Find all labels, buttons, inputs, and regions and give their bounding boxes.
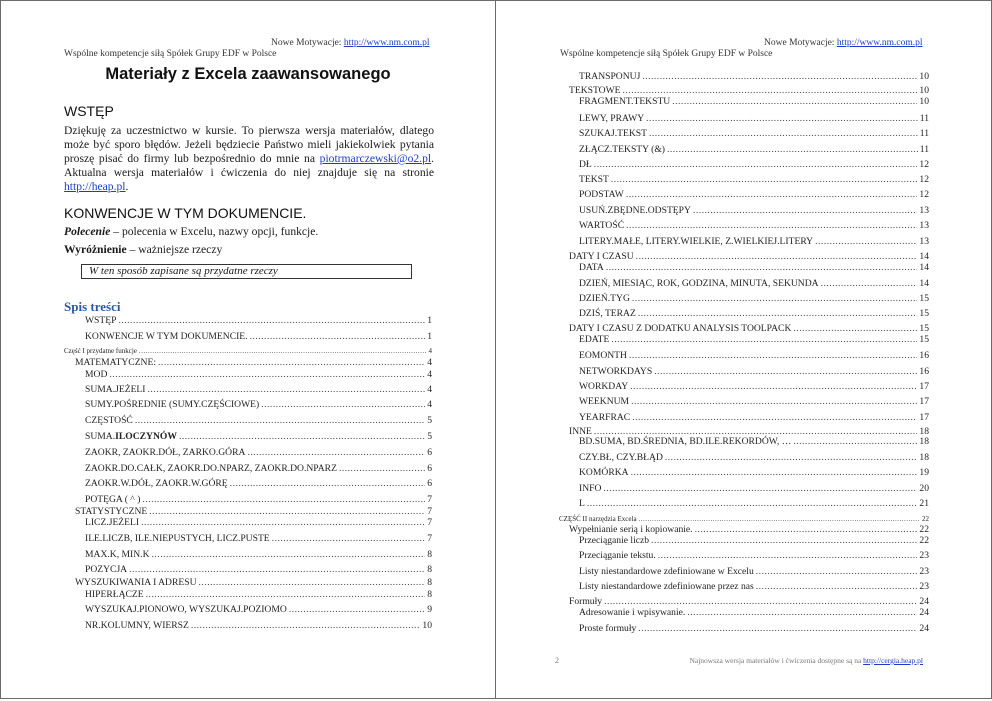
toc-entry-title: STATYSTYCZNE (75, 506, 148, 517)
toc-entry-title: L (579, 498, 585, 509)
site-link[interactable]: http://heap.pl (64, 180, 126, 193)
toc-page-number: 5 (427, 431, 432, 442)
toc-leader-dots (199, 577, 426, 588)
toc-leader-dots (109, 369, 425, 380)
toc-entry-title: ZAOKR, ZAOKR.DÓŁ, ZARKO.GÓRA (85, 447, 246, 458)
document-page-1 (0, 0, 496, 699)
toc-leader-dots (654, 366, 917, 377)
toc-entry-title: WORKDAY (579, 381, 629, 392)
toc-entry[interactable] (85, 604, 432, 615)
convention-highlight: Wyróżnienie – ważniejsze rzeczy (64, 243, 223, 256)
toc-page-number: 21 (919, 498, 929, 509)
toc-page-number: 11 (919, 128, 929, 139)
toc-entry-title: WEEKNUM (579, 396, 630, 407)
toc-page-number: 6 (427, 463, 432, 474)
page-footer: Najnowsza wersja materiałów i ćwiczenia dostępne są na http://cergia.heap.pl (689, 656, 923, 665)
toc-entry-title: LITERY.MAŁE, LITERY.WIELKIE, Z.WIELKIEJ.LITERY (579, 236, 814, 247)
toc-page-number: 24 (919, 623, 929, 634)
toc-entry[interactable] (579, 262, 929, 273)
toc-entry[interactable] (579, 205, 929, 216)
toc-entry[interactable] (85, 517, 432, 528)
toc-entry[interactable] (579, 483, 929, 494)
toc-page-number: 23 (919, 581, 929, 592)
toc-entry-title: CZĘSTOŚĆ (85, 415, 133, 426)
toc-leader-dots (821, 278, 918, 289)
toc-leader-dots (642, 71, 917, 82)
toc-page-number: 18 (919, 426, 929, 437)
document-page-2 (495, 0, 992, 699)
toc-page-number: 8 (427, 577, 432, 588)
toc-entry-title: Listy niestandardowe zdefiniowane przez nas (579, 581, 754, 592)
toc-leader-dots (141, 517, 425, 528)
toc-leader-dots (623, 85, 918, 96)
toc-entry-title: DATY I CZASU Z DODATKU ANALYSIS TOOLPACK (569, 323, 792, 334)
toc-entry-title: INNE (569, 426, 592, 437)
intro-paragraph: Dziękuję za uczestnictwo w kursie. To pierwsza wersja materiałów, dlatego może być sporo błędów. Jeżeli będziecie Państwo mieli jakiekolwiek pytania proszę pisać do firmy lub bezpośrednio do mnie na piotrmarczewski@o2.pl. Aktualna wersja materiałów i ćwiczenia do niej znajduje się na stronie http://heap.pl. (64, 124, 434, 193)
toc-entry-title: Formuły (569, 596, 603, 607)
toc-leader-dots (638, 623, 917, 634)
toc-entry[interactable] (85, 494, 432, 505)
toc-entry[interactable] (85, 589, 432, 600)
toc-entry[interactable] (579, 71, 929, 82)
toc-entry-title: NR.KOLUMNY, WIERSZ (85, 620, 189, 631)
toc-entry[interactable] (579, 535, 929, 546)
toc-page-number: 22 (919, 524, 929, 535)
toc-leader-dots (179, 431, 425, 442)
toc-entry[interactable] (579, 174, 929, 185)
toc-entry[interactable] (579, 144, 929, 155)
toc-entry-title: SUMA.JEŻELI (85, 384, 146, 395)
toc-page-number: 7 (427, 517, 432, 528)
toc-entry[interactable] (579, 566, 929, 577)
toc-leader-dots (651, 535, 917, 546)
page-header-motto: Nowe Motywacje: http://www.nm.com.pl (764, 38, 923, 48)
toc-page-number: 4 (427, 357, 432, 368)
toc-page-number: 10 (919, 71, 929, 82)
toc-page-number: 11 (919, 113, 929, 124)
toc-leader-dots (695, 524, 918, 535)
toc-entry[interactable] (64, 347, 432, 355)
toc-leader-dots (815, 236, 917, 247)
toc-page-number: 24 (919, 607, 929, 618)
toc-leader-dots (129, 564, 425, 575)
toc-entry[interactable] (579, 128, 929, 139)
toc-entry-title: SUMA.ILOCZYNÓW (85, 431, 177, 442)
toc-entry[interactable] (85, 369, 432, 380)
toc-leader-dots (118, 315, 425, 326)
toc-page-number: 12 (919, 189, 929, 200)
toc-entry-title: KONWENCJE W TYM DOKUMENCIE. (85, 331, 248, 342)
toc-page-number: 13 (919, 236, 929, 247)
toc-entry-title: LICZ.JEŻELI (85, 517, 140, 528)
toc-leader-dots (587, 498, 918, 509)
toc-leader-dots (339, 463, 425, 474)
toc-entry[interactable] (579, 607, 929, 618)
toc-leader-dots (756, 566, 918, 577)
toc-entry[interactable] (579, 350, 929, 361)
toc-leader-dots (639, 515, 920, 523)
toc-leader-dots (148, 384, 426, 395)
toc-entry[interactable] (579, 113, 929, 124)
page-header-left: Wspólne kompetencje siłą Spółek Grupy EDF w Polsce (64, 49, 277, 59)
toc-page-number: 4 (427, 369, 432, 380)
toc-leader-dots (646, 113, 918, 124)
toc-entry-title: MAX.K, MIN.K (85, 549, 150, 560)
toc-page-number: 23 (919, 566, 929, 577)
toc-page-number: 18 (919, 452, 929, 463)
toc-page-number: 16 (919, 350, 929, 361)
toc-entry[interactable] (75, 577, 432, 588)
toc-page-number: 14 (919, 251, 929, 262)
toc-leader-dots (289, 604, 425, 615)
toc-entry-title: WSTĘP (85, 315, 117, 326)
toc-leader-dots (230, 478, 426, 489)
toc-entry-title: SZUKAJ.TEKST (579, 128, 647, 139)
toc-entry[interactable] (569, 524, 929, 535)
toc-entry-title: POZYCJA (85, 564, 128, 575)
toc-entry[interactable] (579, 412, 929, 423)
toc-entry-title: FRAGMENT.TEKSTU (579, 96, 671, 107)
toc-leader-dots (793, 323, 917, 334)
toc-leader-dots (667, 144, 918, 155)
page-number: 2 (555, 656, 559, 665)
toc-page-number: 15 (919, 293, 929, 304)
toc-leader-dots (149, 506, 425, 517)
toc-entry-title: LEWY, PRAWY (579, 113, 645, 124)
toc-entry-title: Część I przydatne funkcje (64, 347, 137, 355)
toc-leader-dots (250, 331, 426, 342)
toc-page-number: 11 (919, 144, 929, 155)
toc-entry[interactable] (85, 620, 432, 631)
toc-leader-dots (603, 483, 917, 494)
toc-page-number: 17 (919, 412, 929, 423)
toc-entry-title: MOD (85, 369, 108, 380)
toc-page-number: 4 (427, 384, 432, 395)
toc-page-number: 8 (427, 564, 432, 575)
toc-entry-title: TEKSTOWE (569, 85, 621, 96)
toc-page-number: 7 (427, 506, 432, 517)
toc-entry-title: TRANSPONUJ (579, 71, 641, 82)
toc-leader-dots (636, 251, 918, 262)
toc-page-number: 14 (919, 278, 929, 289)
toc-entry-title: HIPERŁĄCZE (85, 589, 144, 600)
toc-entry-title: NETWORKDAYS (579, 366, 653, 377)
toc-leader-dots (632, 293, 918, 304)
section-heading-intro: WSTĘP (64, 103, 114, 119)
toc-leader-dots (631, 396, 917, 407)
toc-entry[interactable] (85, 315, 432, 326)
toc-entry-title: Proste formuły (579, 623, 637, 634)
toc-page-number: 6 (427, 447, 432, 458)
toc-entry[interactable] (579, 550, 929, 561)
toc-entry[interactable] (579, 467, 929, 478)
toc-entry-title: DATA (579, 262, 604, 273)
toc-entry[interactable] (75, 357, 432, 368)
toc-page-number: 7 (427, 494, 432, 505)
toc-entry-title: DŁ (579, 159, 592, 170)
toc-entry[interactable] (85, 447, 432, 458)
toc-page-number: 1 (427, 331, 432, 342)
toc-leader-dots (604, 596, 917, 607)
toc-leader-dots (672, 96, 917, 107)
toc-entry-title: SUMY.POŚREDNIE (SUMY.CZĘŚCIOWE) (85, 399, 260, 410)
toc-entry-title: ZŁĄCZ.TEKSTY (&) (579, 144, 665, 155)
toc-entry-title: Przeciąganie liczb (579, 535, 650, 546)
toc-leader-dots (756, 581, 918, 592)
toc-entry[interactable] (579, 293, 929, 304)
toc-page-number: 17 (919, 381, 929, 392)
toc-leader-dots (272, 533, 426, 544)
toc-entry[interactable] (579, 308, 929, 319)
toc-leader-dots (631, 467, 918, 478)
toc-entry-title: YEARFRAC (579, 412, 631, 423)
toc-entry[interactable] (579, 189, 929, 200)
toc-leader-dots (158, 357, 425, 368)
toc-leader-dots (611, 334, 917, 345)
toc-leader-dots (139, 347, 427, 355)
toc-page-number: 16 (919, 366, 929, 377)
toc-entry[interactable] (569, 596, 929, 607)
toc-entry[interactable] (579, 381, 929, 392)
page-header-motto: Nowe Motywacje: http://www.nm.com.pl (271, 38, 430, 48)
toc-entry-title: EDATE (579, 334, 610, 345)
toc-page-number: 15 (919, 334, 929, 345)
toc-leader-dots (152, 549, 426, 560)
toc-entry-title: CZĘŚĆ II narzędzia Excela (559, 515, 637, 523)
toc-entry[interactable] (85, 384, 432, 395)
toc-entry-title: Listy niestandardowe zdefiniowane w Excelu (579, 566, 754, 577)
toc-entry[interactable] (85, 331, 432, 342)
toc-page-number: 23 (919, 550, 929, 561)
toc-page-number: 13 (919, 220, 929, 231)
toc-entry[interactable] (579, 452, 929, 463)
toc-page-number: 10 (919, 85, 929, 96)
toc-leader-dots (146, 589, 426, 600)
toc-entry-title: DATY I CZASU (569, 251, 634, 262)
footer-link[interactable]: http://cergia.heap.pl (863, 656, 923, 665)
toc-page-number: 9 (427, 604, 432, 615)
toc-entry-title: ZAOKR.W.DÓŁ, ZAOKR.W.GÓRĘ (85, 478, 228, 489)
toc-entry[interactable] (579, 236, 929, 247)
toc-page-number: 8 (427, 549, 432, 560)
section-heading-conventions: KONWENCJE W TYM DOKUMENCIE. (64, 205, 307, 221)
toc-leader-dots (142, 494, 425, 505)
toc-entry[interactable] (569, 251, 929, 262)
toc-leader-dots (191, 620, 421, 631)
toc-page-number: 19 (919, 467, 929, 478)
toc-entry[interactable] (85, 564, 432, 575)
toc-entry[interactable] (85, 478, 432, 489)
toc-leader-dots (632, 412, 917, 423)
toc-page-number: 20 (919, 483, 929, 494)
toc-entry[interactable] (85, 399, 432, 410)
toc-entry[interactable] (579, 159, 929, 170)
toc-leader-dots (626, 189, 918, 200)
toc-entry[interactable] (579, 436, 929, 447)
toc-entry-title: ILE.LICZB, ILE.NIEPUSTYCH, LICZ.PUSTE (85, 533, 270, 544)
toc-page-number: 6 (427, 478, 432, 489)
toc-page-number: 1 (427, 315, 432, 326)
toc-entry[interactable] (579, 96, 929, 107)
toc-page-number: 17 (919, 396, 929, 407)
toc-page-number: 5 (427, 415, 432, 426)
toc-page-number: 22 (922, 515, 929, 523)
toc-entry[interactable] (85, 431, 432, 442)
document-title: Materiały z Excela zaawansowanego (105, 65, 391, 83)
toc-page-number: 8 (427, 589, 432, 600)
toc-entry-title: DZIŚ, TERAZ (579, 308, 636, 319)
toc-leader-dots (649, 128, 918, 139)
toc-page-number: 13 (919, 205, 929, 216)
toc-leader-dots (665, 452, 918, 463)
toc-entry-title: EOMONTH (579, 350, 627, 361)
toc-entry[interactable] (579, 623, 929, 634)
toc-entry[interactable] (579, 581, 929, 592)
toc-leader-dots (793, 436, 917, 447)
toc-entry-title: Przeciąganie tekstu. (579, 550, 656, 561)
toc-entry[interactable] (85, 415, 432, 426)
toc-entry-title: Adresowanie i wpisywanie. (579, 607, 686, 618)
toc-page-number: 22 (919, 535, 929, 546)
toc-page-number: 4 (428, 347, 432, 355)
toc-leader-dots (261, 399, 425, 410)
toc-entry-title: WYSZUKIWANIA I ADRESU (75, 577, 197, 588)
toc-leader-dots (611, 174, 918, 185)
toc-page-number: 10 (919, 96, 929, 107)
toc-entry-title: POTĘGA ( ^ ) (85, 494, 141, 505)
toc-page-number: 24 (919, 596, 929, 607)
toc-page-number: 12 (919, 174, 929, 185)
toc-entry-title: CZY.BŁ, CZY.BŁĄD (579, 452, 663, 463)
toc-leader-dots (693, 205, 917, 216)
toc-leader-dots (629, 350, 917, 361)
toc-leader-dots (247, 447, 425, 458)
toc-leader-dots (594, 159, 918, 170)
toc-entry-title: BD.SUMA, BD.ŚREDNIA, BD.ILE.REKORDÓW, … (579, 436, 792, 447)
toc-leader-dots (626, 220, 917, 231)
toc-page-number: 10 (422, 620, 432, 631)
toc-entry[interactable] (579, 278, 929, 289)
toc-entry[interactable] (569, 85, 929, 96)
toc-leader-dots (687, 607, 917, 618)
toc-entry-title: TEKST (579, 174, 609, 185)
toc-entry-title: DZIEŃ.TYG (579, 293, 630, 304)
toc-page-number: 18 (919, 436, 929, 447)
toc-page-number: 12 (919, 159, 929, 170)
toc-entry-title: MATEMATYCZNE: (75, 357, 157, 368)
header-link[interactable]: http://www.nm.com.pl (836, 38, 923, 48)
toc-entry[interactable] (579, 366, 929, 377)
toc-entry-title: INFO (579, 483, 602, 494)
toc-entry-title: USUŃ.ZBĘDNE.ODSTĘPY (579, 205, 691, 216)
toc-entry[interactable] (579, 396, 929, 407)
toc-heading: Spis treści (64, 299, 121, 314)
toc-entry-title: Wypełnianie serią i kopiowanie. (569, 524, 693, 535)
author-email-link[interactable]: piotrmarczewski@o2.pl (319, 152, 432, 165)
toc-leader-dots (135, 415, 425, 426)
toc-entry[interactable] (85, 549, 432, 560)
convention-command: Polecenie – polecenia w Excelu, nazwy opcji, funkcje. (64, 225, 319, 238)
toc-entry[interactable] (579, 498, 929, 509)
toc-leader-dots (630, 381, 917, 392)
toc-page-number: 15 (919, 308, 929, 319)
toc-page-number: 15 (919, 323, 929, 334)
toc-entry-title: KOMÓRKA (579, 467, 629, 478)
toc-page-number: 14 (919, 262, 929, 273)
toc-leader-dots (638, 308, 918, 319)
tip-box: W ten sposób zapisane są przydatne rzeczy (81, 264, 412, 279)
toc-entry-title: DZIEŃ, MIESIĄC, ROK, GODZINA, MINUTA, SEKUNDA (579, 278, 819, 289)
page-header-left: Wspólne kompetencje siłą Spółek Grupy EDF w Polsce (560, 49, 773, 59)
toc-entry[interactable] (579, 220, 929, 231)
toc-entry[interactable] (75, 506, 432, 517)
toc-entry[interactable] (85, 463, 432, 474)
toc-entry-title: WARTOŚĆ (579, 220, 625, 231)
toc-entry-title: ZAOKR.DO.CAŁK, ZAOKR.DO.NPARZ, ZAOKR.DO.NPARZ (85, 463, 337, 474)
toc-entry-title: WYSZUKAJ.PIONOWO, WYSZUKAJ.POZIOMO (85, 604, 287, 615)
toc-leader-dots (606, 262, 918, 273)
toc-page-number: 4 (427, 399, 432, 410)
toc-entry[interactable] (559, 515, 929, 523)
toc-leader-dots (658, 550, 918, 561)
toc-entry[interactable] (85, 533, 432, 544)
toc-entry-title: PODSTAW (579, 189, 624, 200)
toc-entry[interactable] (579, 334, 929, 345)
header-link[interactable]: http://www.nm.com.pl (343, 38, 430, 48)
toc-page-number: 7 (427, 533, 432, 544)
toc-entry[interactable] (569, 323, 929, 334)
